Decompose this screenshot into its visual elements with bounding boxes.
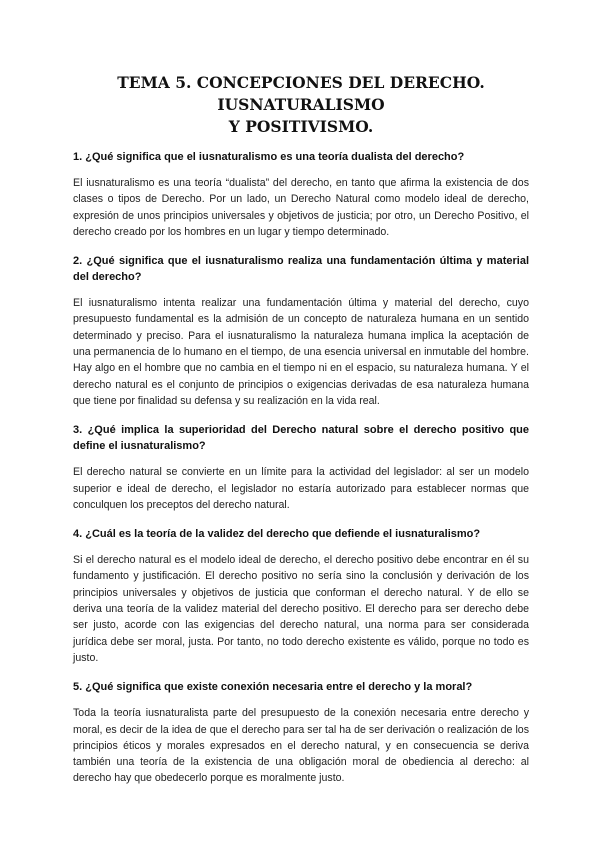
section-3-body: El derecho natural se convierte en un límite para la actividad del legislador: al ser un modelo superior e ideal de derecho, el legislador no estaría autorizado para establecer normas que conculquen los preceptos del derecho natural. <box>73 466 529 511</box>
section-3-heading: 3. ¿Qué implica la superioridad del Derecho natural sobre el derecho positivo que define el iusnaturalismo? <box>73 424 529 453</box>
section-2-body: El iusnaturalismo intenta realizar una fundamentación última y material del derecho, cuyo presupuesto fundamental es la admisión de un concepto de naturaleza humana en un sentido determinado y preciso. Para el iusnaturalismo la naturaleza humana implica la aceptación de una permanencia de lo humano en el tiempo, de una esencia universal en inmutable del hombre. Hay algo en el hombre que no cambia en el tiempo ni en el espacio, su naturaleza humana. Y el derecho natural es el conjunto de principios o exigencias derivadas de esa naturaleza humana que tiene por finalidad su defensa y su realización en la vida real. <box>73 297 529 407</box>
section-4-heading: 4. ¿Cuál es la teoría de la validez del derecho que defiende el iusnaturalismo? <box>73 528 481 541</box>
section-1-heading: 1. ¿Qué significa que el iusnaturalismo es una teoría dualista del derecho? <box>73 151 465 163</box>
section-5-heading: 5. ¿Qué significa que existe conexión necesaria entre el derecho y la moral? <box>73 681 473 694</box>
section-2-heading: 2. ¿Qué significa que el iusnaturalismo realiza una fundamentación última y material del derecho? <box>73 255 529 284</box>
page-title <box>60 72 542 138</box>
section-4-body: Si el derecho natural es el modelo ideal de derecho, el derecho positivo debe encontrar en él su fundamento y justificación. El derecho positivo no sería sino la conclusión y derivación de los principios universales y objetivos de justicia que conforman el derecho natural. Y de ello se deriva una teoría de la validez material del derecho positivo. El derecho para ser derecho debe ser justo, acorde con las exigencias del derecho natural, una norma para ser considerada jurídica debe ser moral, justa. Por tanto, no todo derecho existente es válido, porque no todo es justo. <box>73 554 529 664</box>
title-line-1: TEMA 5. CONCEPCIONES DEL DERECHO. IUSNATURALISMO <box>117 73 485 114</box>
section-1-body: El iusnaturalismo es una teoría “dualista” del derecho, en tanto que afirma la existencia de dos clases o tipos de Derecho. Por un lado, un Derecho Natural como modelo ideal de derecho, expresión de unos principios universales y objetivos de justicia; por otro, un Derecho Positivo, el derecho creado por los hombres en un lugar y tiempo determinado. <box>73 177 529 238</box>
section-5-body: Toda la teoría iusnaturalista parte del presupuesto de la conexión necesaria entre derecho y moral, es decir de la idea de que el derecho para ser tal ha de ser derivación o realización de los principios éticos y morales expresados en el derecho natural, y en consecuencia se deriva también una teoría de la existencia de una obligación moral de obediencia al derecho: al derecho hay que obedecerlo porque es moralmente justo. <box>73 707 529 785</box>
title-line-2: Y POSITIVISMO. <box>228 117 374 136</box>
